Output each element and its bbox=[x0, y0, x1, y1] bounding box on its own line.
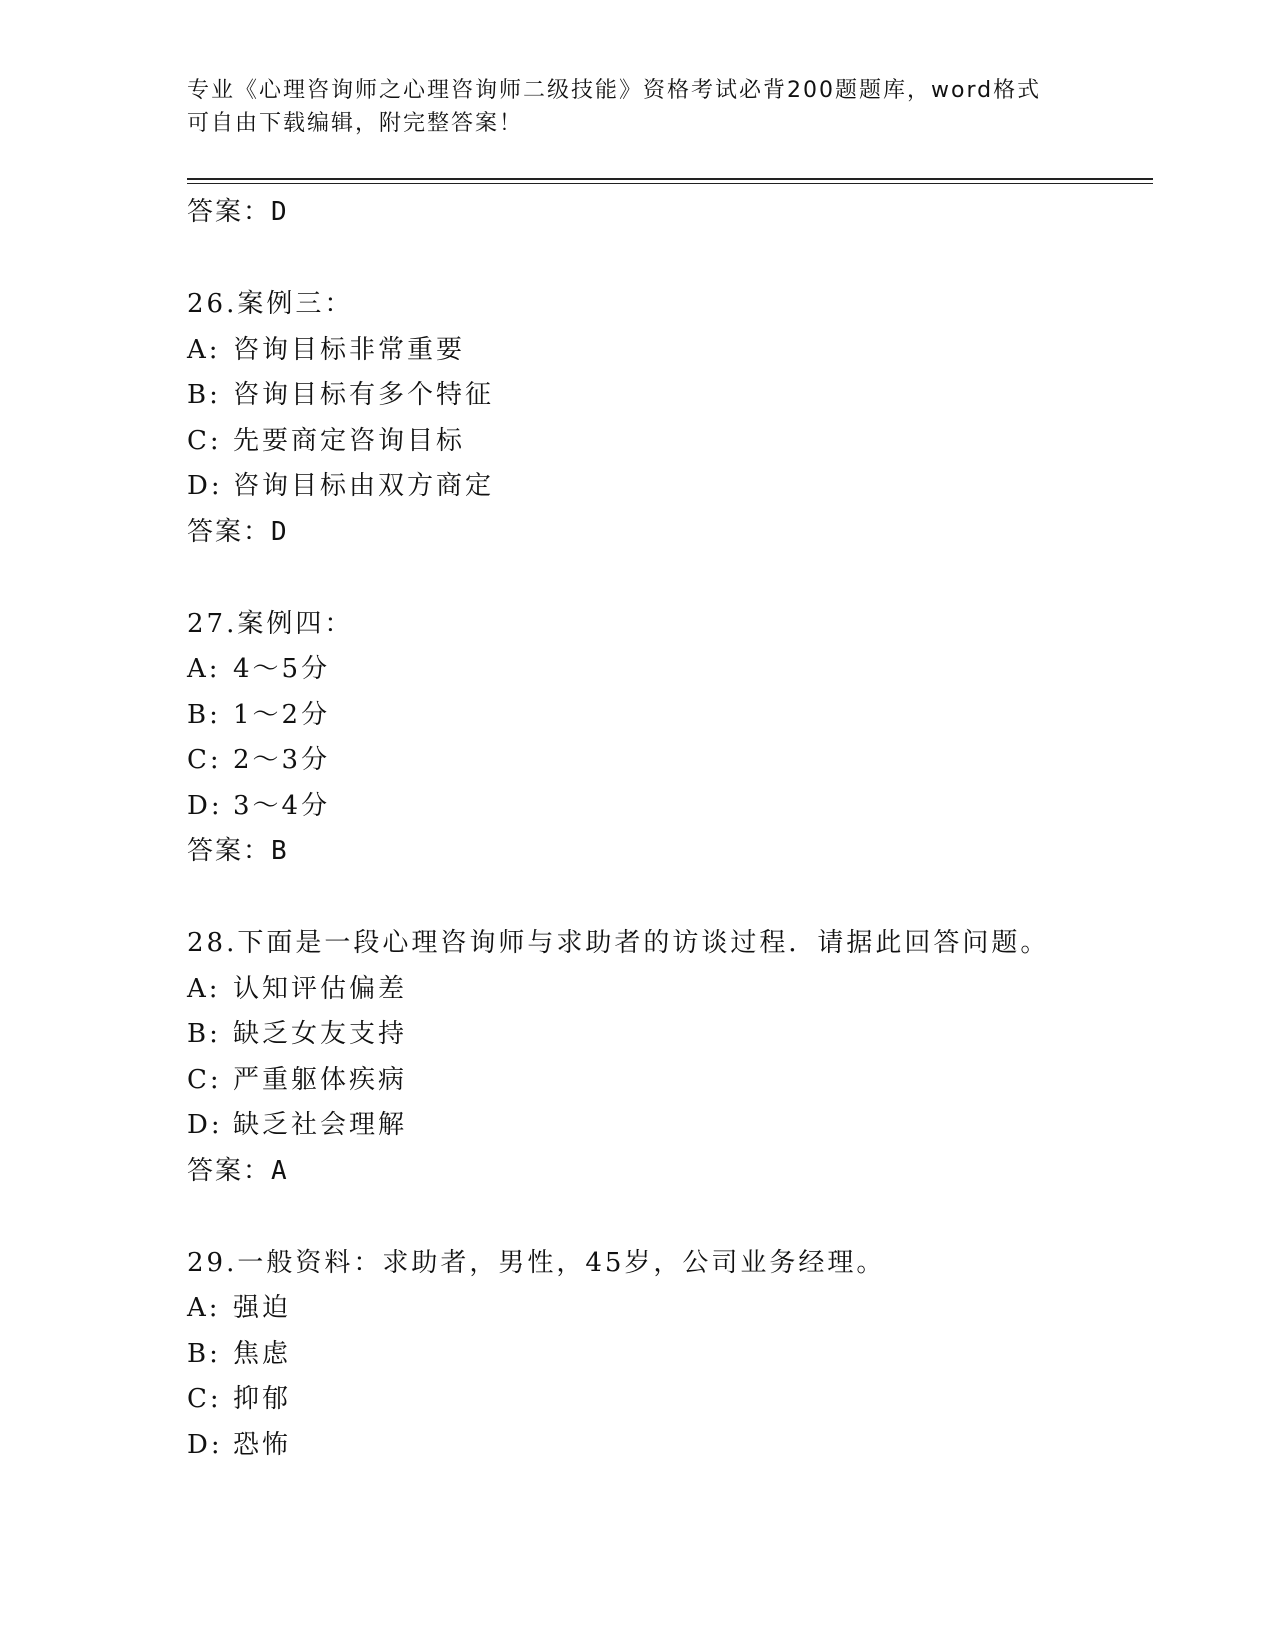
answer-label: 答案： bbox=[187, 836, 272, 866]
option-text: 抑郁 bbox=[233, 1384, 292, 1414]
option-letter: D: bbox=[187, 790, 223, 821]
option-letter: D: bbox=[187, 1429, 223, 1460]
answer-line bbox=[187, 829, 1153, 873]
option-text: 咨询目标非常重要 bbox=[233, 334, 466, 365]
answer-value: D bbox=[271, 197, 289, 227]
option-letter: B: bbox=[187, 1338, 221, 1369]
option-text: 1～2分 bbox=[233, 699, 331, 730]
option-letter: A: bbox=[187, 654, 221, 684]
header-line-2: 可自由下载编辑，附完整答案！ bbox=[187, 111, 524, 136]
option-c bbox=[187, 419, 1153, 465]
option-text: 缺乏社会理解 bbox=[233, 1110, 408, 1140]
answer-value: D bbox=[271, 516, 289, 547]
option-c bbox=[187, 1058, 1153, 1104]
option-letter: B: bbox=[187, 1019, 221, 1049]
option-d bbox=[187, 464, 1153, 510]
option-text: 认知评估偏差 bbox=[233, 973, 408, 1004]
question-stem: 28.下面是一段心理咨询师与求助者的访谈过程．请据此回答问题。 bbox=[187, 928, 1050, 958]
document-header bbox=[187, 74, 1087, 140]
option-letter: C: bbox=[187, 745, 222, 775]
option-text: 3～4分 bbox=[233, 790, 331, 821]
question-29 bbox=[187, 1241, 1153, 1469]
answer-line bbox=[187, 510, 1153, 554]
question-28 bbox=[187, 921, 1153, 1193]
option-d bbox=[187, 1423, 1153, 1469]
question-stem: 26.案例三： bbox=[187, 289, 354, 319]
question-stem: 27.案例四： bbox=[187, 608, 354, 639]
option-b bbox=[187, 1332, 1153, 1378]
option-text: 缺乏女友支持 bbox=[233, 1019, 408, 1049]
option-b bbox=[187, 373, 1153, 419]
option-text: 4～5分 bbox=[233, 654, 331, 684]
header-line-1: 专业《心理咨询师之心理咨询师二级技能》资格考试必背200题题库，word格式 bbox=[187, 78, 1042, 103]
option-letter: C: bbox=[187, 425, 222, 456]
question-stem: 29.一般资料：求助者，男性，45岁，公司业务经理。 bbox=[187, 1247, 886, 1278]
option-text: 恐怖 bbox=[233, 1429, 292, 1460]
option-letter: A: bbox=[187, 334, 221, 365]
option-letter: A: bbox=[187, 1293, 221, 1323]
option-text: 咨询目标有多个特征 bbox=[233, 380, 495, 410]
option-text: 严重躯体疾病 bbox=[233, 1064, 408, 1095]
option-d bbox=[187, 1103, 1153, 1149]
option-b bbox=[187, 693, 1153, 739]
question-27 bbox=[187, 602, 1153, 874]
option-a bbox=[187, 967, 1153, 1013]
header-rule-thin bbox=[187, 183, 1153, 184]
answer-line bbox=[187, 190, 1153, 234]
option-letter: B: bbox=[187, 699, 221, 730]
question-list bbox=[187, 190, 1153, 1468]
option-text: 强迫 bbox=[233, 1293, 292, 1323]
option-text: 焦虑 bbox=[233, 1338, 292, 1369]
option-letter: D: bbox=[187, 1110, 223, 1140]
option-a bbox=[187, 328, 1153, 374]
option-letter: C: bbox=[187, 1384, 222, 1414]
option-letter: A: bbox=[187, 973, 221, 1004]
option-c bbox=[187, 738, 1153, 784]
option-text: 先要商定咨询目标 bbox=[233, 425, 466, 456]
option-d bbox=[187, 784, 1153, 830]
option-b bbox=[187, 1012, 1153, 1058]
answer-label: 答案： bbox=[187, 197, 272, 227]
option-letter: C: bbox=[187, 1064, 222, 1095]
option-letter: D: bbox=[187, 471, 223, 501]
answer-value: A bbox=[271, 1155, 289, 1186]
header-rule-thick bbox=[187, 178, 1153, 180]
option-a bbox=[187, 1286, 1153, 1332]
option-text: 咨询目标由双方商定 bbox=[233, 471, 495, 501]
option-c bbox=[187, 1377, 1153, 1423]
answer-value: B bbox=[271, 836, 289, 866]
option-a bbox=[187, 647, 1153, 693]
question-26 bbox=[187, 282, 1153, 554]
option-text: 2～3分 bbox=[233, 745, 331, 775]
answer-label: 答案： bbox=[187, 516, 272, 547]
answer-label: 答案： bbox=[187, 1155, 272, 1186]
option-letter: B: bbox=[187, 380, 221, 410]
answer-line bbox=[187, 1149, 1153, 1193]
